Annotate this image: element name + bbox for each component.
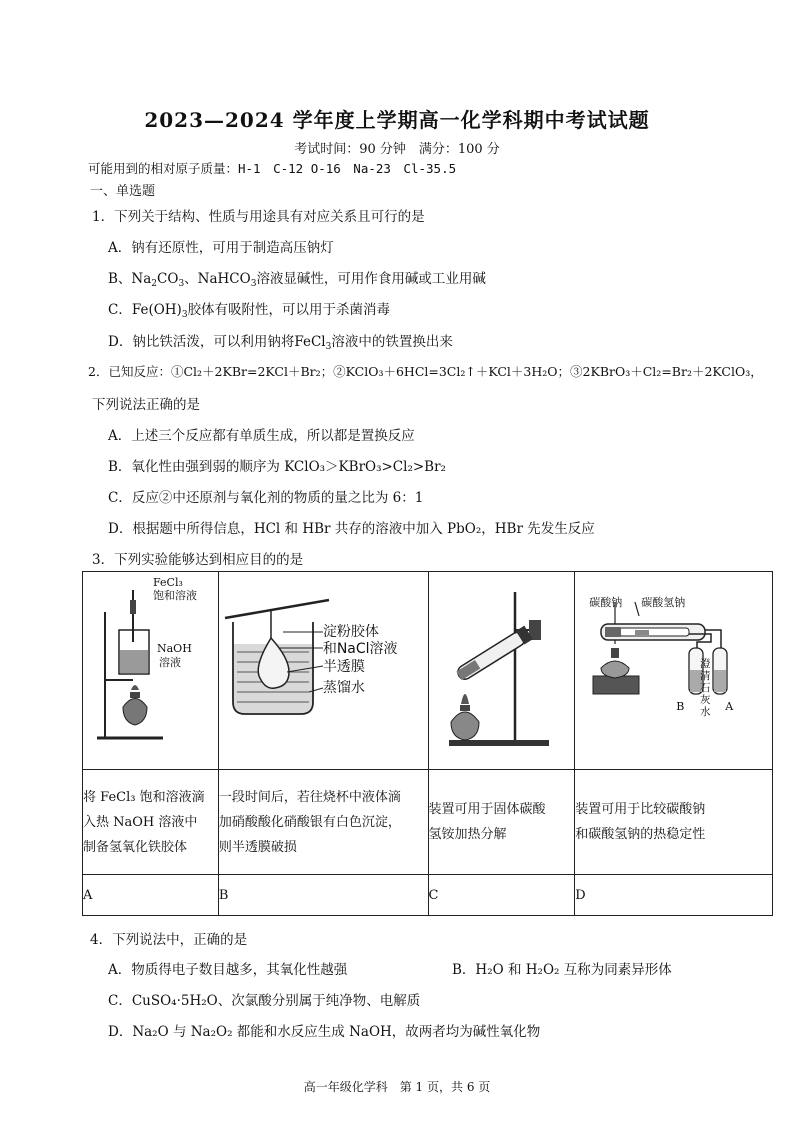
section-heading: 一、单选题 <box>90 184 156 199</box>
page-footer: 高一年级化学科 第 1 页，共 6 页 <box>303 1080 491 1094</box>
option-label-b: B <box>218 875 428 916</box>
fig-a-label-saturated: 饱和溶液 <box>153 589 197 602</box>
desc-c <box>428 770 575 875</box>
desc-b-line-2: 加硝酸酸化硝酸银有白色沉淀， <box>218 814 401 830</box>
q1-stem: 1．下列关于结构、性质与用途具有对应关系且可行的是 <box>92 209 425 225</box>
q3-table <box>82 571 773 916</box>
q2-option-d: D．根据题中所得信息，HCl 和 HBr 共存的溶液中加入 PbO₂，HBr 先发生反应 <box>108 521 595 537</box>
fig-b-label-distilled-water: 蒸馏水 <box>322 680 365 696</box>
fig-d-label-sodium-carbonate: 碳酸钠 <box>589 596 623 609</box>
desc-b <box>218 770 428 875</box>
q4-option-b: B．H₂O 和 H₂O₂ 互称为同素异形体 <box>452 962 672 978</box>
figure-d-cell <box>575 572 773 770</box>
fig-d-label-limewater-5: 水 <box>700 706 711 718</box>
q1-option-b: B、$Na_2CO_3$、NaHCO$_3$溶液显碱性，可用作食用碱或工业用碱 <box>108 271 486 289</box>
q4-option-c: C．CuSO₄·5H₂O、次氯酸分别属于纯净物、电解质 <box>108 993 421 1009</box>
desc-a-line-3: 制备氢氧化铁胶体 <box>83 839 188 855</box>
figure-a-cell <box>83 572 219 770</box>
fig-d-label-tube-a: A <box>725 700 734 713</box>
page-title: 2023—2024 学年度上学期高一化学科期中考试试题 <box>144 108 650 132</box>
q1-option-a: A．钠有还原性，可用于制造高压钠灯 <box>108 240 334 256</box>
desc-c-line-2: 氢铵加热分解 <box>428 827 507 842</box>
q3-stem: 3．下列实验能够达到相应目的的是 <box>92 552 304 568</box>
desc-d-line-1: 装置可用于比较碳酸钠 <box>575 802 706 817</box>
q2-option-c: C．反应②中还原剂与氧化剂的物质的量之比为 6：1 <box>108 490 424 506</box>
desc-a-line-1: 将 FeCl₃ 饱和溶液滴 <box>83 789 205 805</box>
figure-c-cell <box>428 572 575 770</box>
figure-c-heating-apparatus <box>429 572 576 769</box>
exam-info: 考试时间：90 分钟 满分：100 分 <box>294 142 500 157</box>
q4-option-d: D．Na₂O 与 Na₂O₂ 都能和水反应生成 NaOH，故两者均为碱性氧化物 <box>108 1024 541 1040</box>
q2-stem: 2．已知反应：①Cl₂＋2KBr=2KCl＋Br₂；②KClO₃＋6HCl=3Cl₂↑＋KCl＋3H₂O；③2KBrO₃＋Cl₂=Br₂＋2KClO₃， <box>88 364 763 379</box>
desc-a-line-2: 入热 NaOH 溶液中 <box>83 814 198 830</box>
desc-c-line-1: 装置可用于固体碳酸 <box>428 802 546 817</box>
fig-b-label-nacl: 和NaCl溶液 <box>322 641 398 657</box>
q4-option-a: A．物质得电子数目越多，其氧化性越强 <box>108 962 348 978</box>
q1-option-c: C．$Fe(OH)_3$胶体有吸附性，可以用于杀菌消毒 <box>108 302 391 320</box>
desc-b-line-3: 则半透膜破损 <box>218 839 297 855</box>
desc-a <box>83 770 219 875</box>
q2-stem-cont: 下列说法正确的是 <box>92 397 200 413</box>
q2-option-b: B．氧化性由强到弱的顺序为 KClO₃＞KBrO₃>Cl₂>Br₂ <box>108 459 446 475</box>
desc-d-line-2: 和碳酸氢钠的热稳定性 <box>575 827 706 842</box>
desc-b-line-1: 一段时间后，若往烧杯中液体滴 <box>218 789 401 805</box>
fig-a-label-fecl3: FeCl₃ <box>153 576 183 589</box>
fig-a-label-naoh: NaOH <box>157 642 192 655</box>
q1-option-d: D．钠比铁活泼，可以利用钠将FeCl$_3$溶液中的铁置换出来 <box>108 334 453 352</box>
fig-b-label-starch-colloid: 淀粉胶体 <box>322 624 379 640</box>
q2-option-a: A．上述三个反应都有单质生成，所以都是置换反应 <box>108 428 415 444</box>
figure-a-apparatus <box>83 572 219 769</box>
fig-d-label-tube-b: B <box>676 700 685 713</box>
figure-b-cell <box>218 572 428 770</box>
q4-stem: 4．下列说法中，正确的是 <box>90 932 248 948</box>
atomic-masses: 可能用到的相对原子质量：H-1 C-12 O-16 Na-23 Cl-35.5 <box>88 161 457 176</box>
option-label-c: C <box>428 875 575 916</box>
fig-d-label-limewater-1: 澄 <box>700 658 711 670</box>
fig-b-label-membrane: 半透膜 <box>322 659 365 675</box>
option-label-d: D <box>575 875 773 916</box>
fig-d-label-limewater-4: 灰 <box>700 694 711 706</box>
option-label-a: A <box>83 875 219 916</box>
fig-d-label-sodium-bicarbonate: 碳酸氢钠 <box>641 596 686 609</box>
fig-d-label-limewater-2: 清 <box>700 670 711 682</box>
fig-d-label-limewater-3: 石 <box>700 682 711 694</box>
desc-d <box>575 770 773 875</box>
fig-a-label-solution: 溶液 <box>159 656 181 669</box>
